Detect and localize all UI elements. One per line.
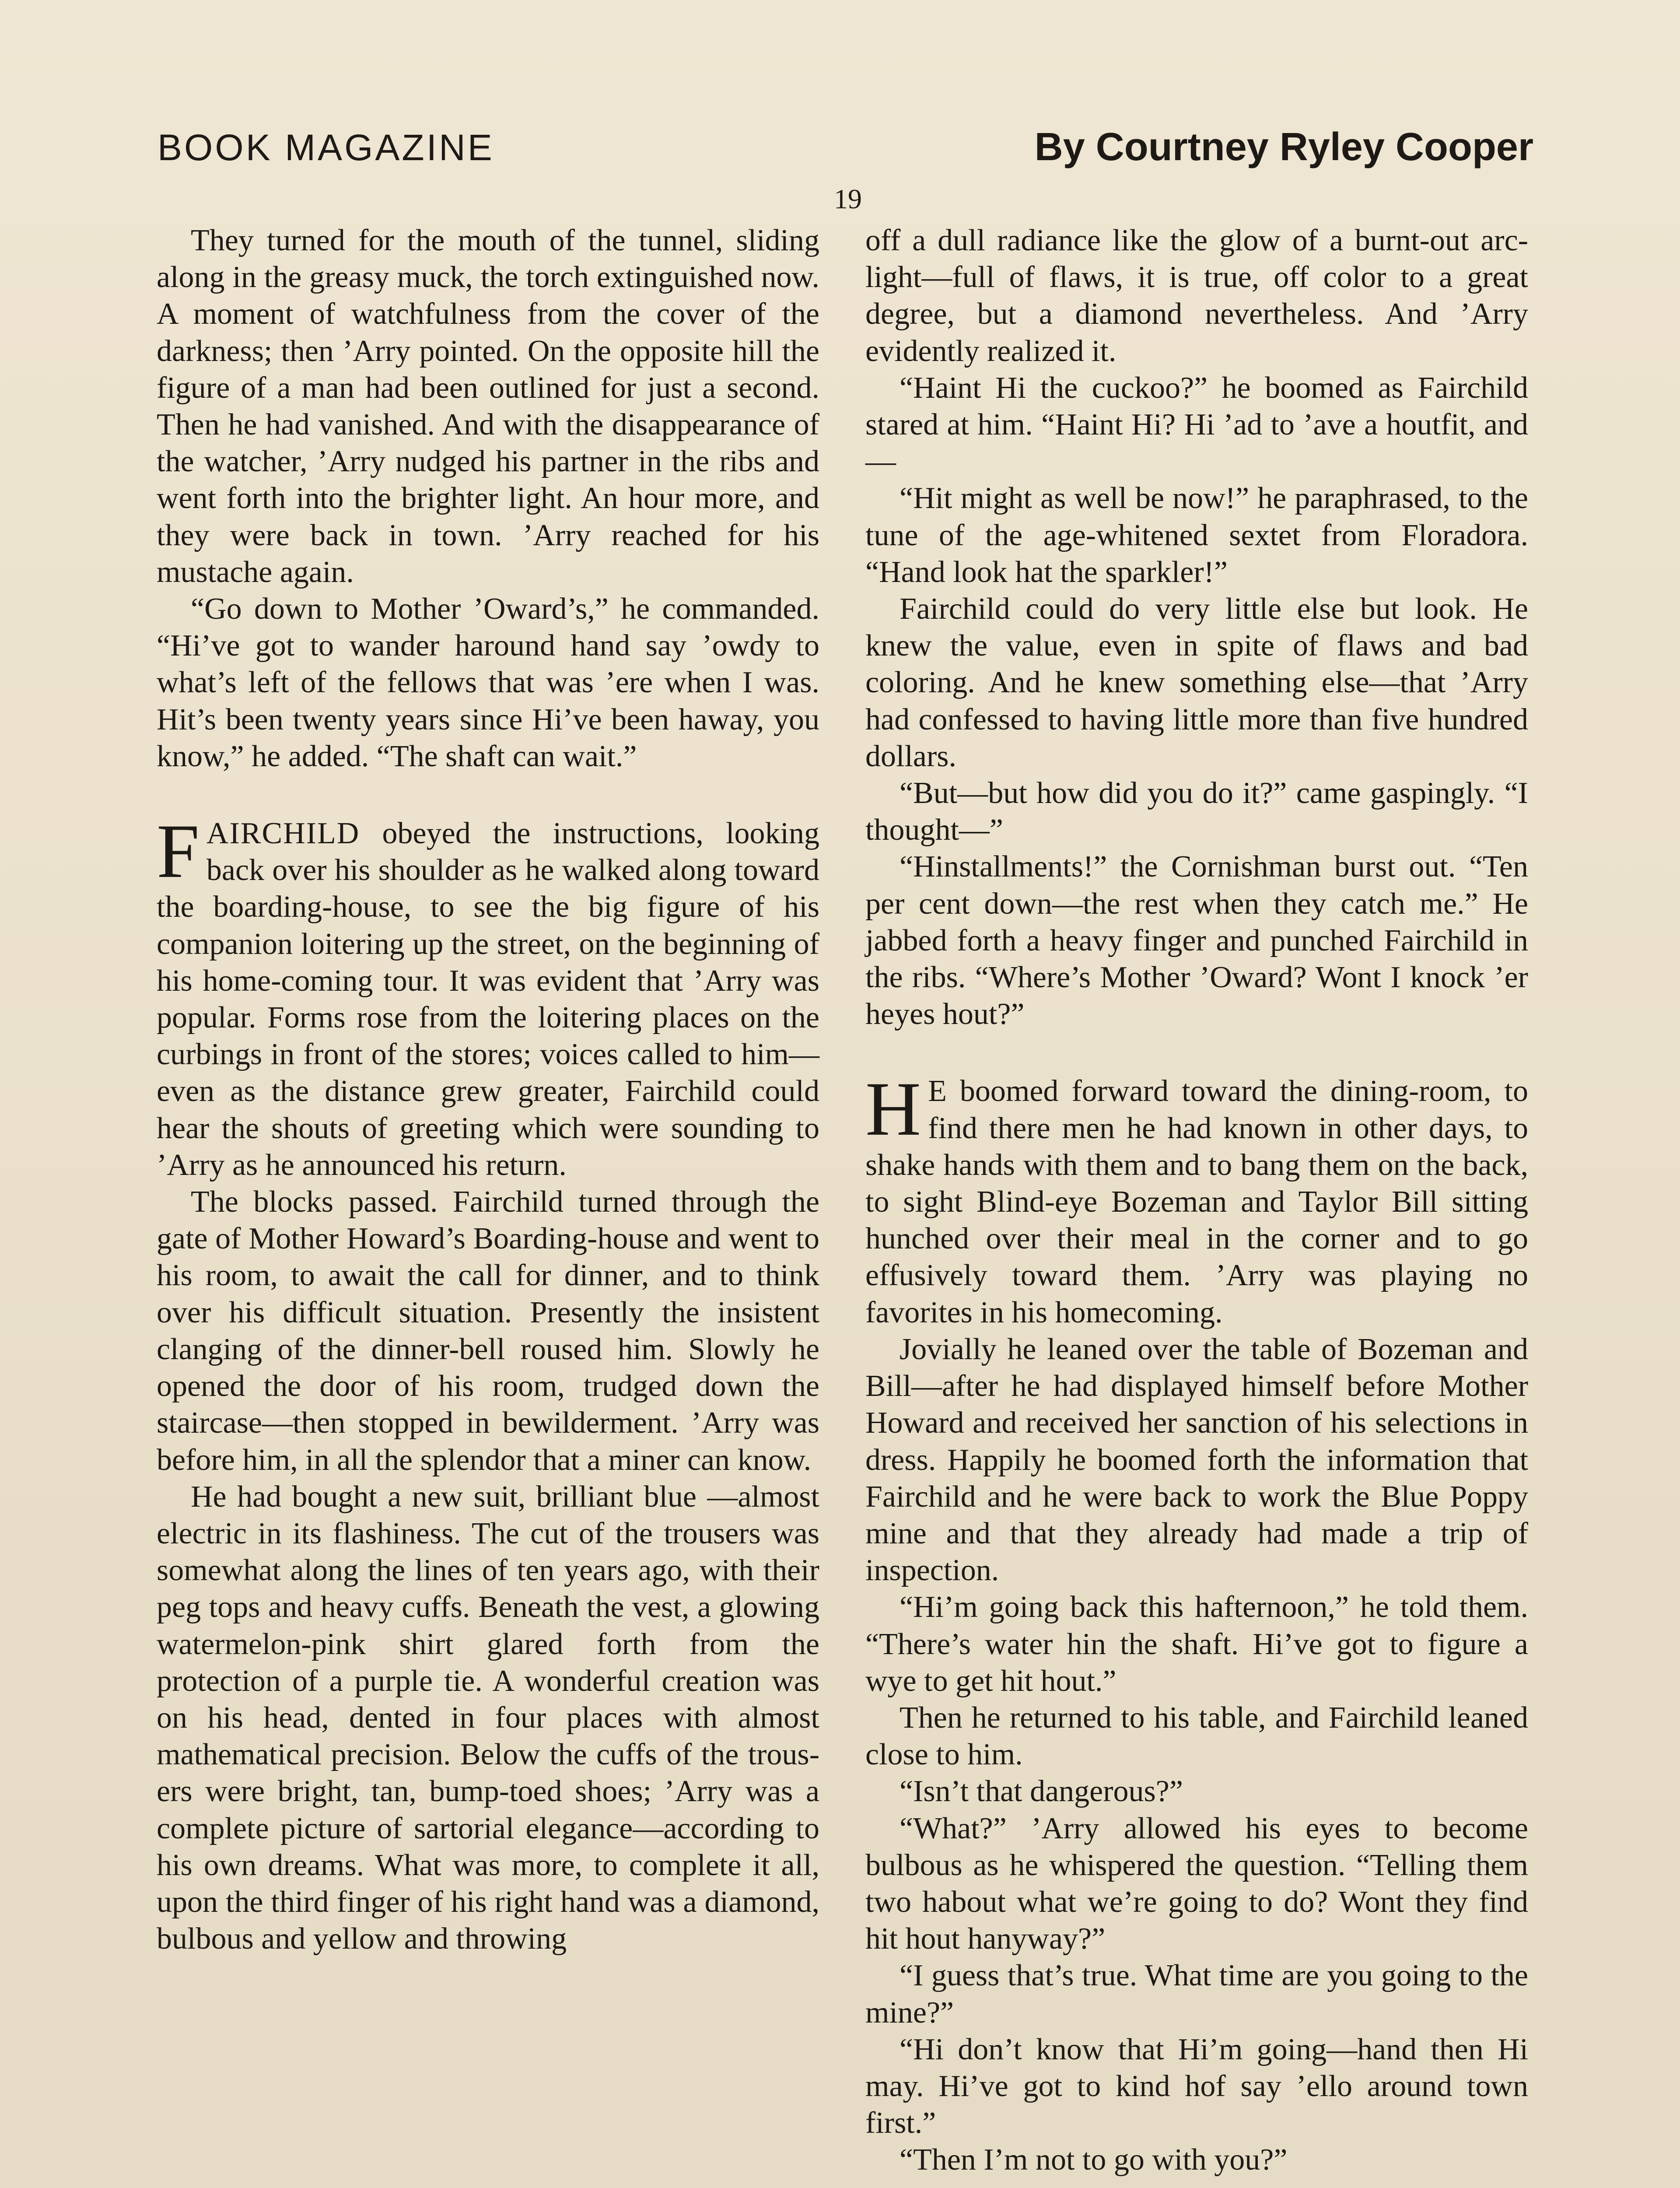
- paragraph: “But—but how did you do it?” came gaspingly. “I thought—”: [865, 776, 1528, 847]
- paragraph: The blocks passed. Fairchild turned through the gate of Mother Howard’s Boarding-house and went to his room, to await the call for dinner, and to think over his difficult situation. Presently the insistent clanging of the dinner-bell roused him. Slowly he opened the door of his room, trudged down the staircase—then stopped in bewilderment. ’Arry was before him, in all the splendor that a miner can know.: [157, 1185, 819, 1477]
- paragraph: “Go down to Mother ’Oward’s,” he commanded. “Hi’ve got to wander haround hand say ’owdy to what’s left of the fellows that was ’ere when I was. Hit’s been twenty years since Hi’ve been haway, you know,” he added. “The shaft can wait.”: [157, 592, 819, 773]
- section-paragraph: [157, 809, 819, 1184]
- page-number: 19: [834, 183, 862, 214]
- paragraph: “I guess that’s true. What time are you going to the mine?”: [865, 1959, 1528, 2030]
- paragraph: off a dull radiance like the glow of a burnt-out arc-light—full of flaws, it is true, off color to a great degree, but a diamond nevertheless. And ’Arry evidently realized it.: [865, 224, 1528, 368]
- paragraph: Fairchild could do very little else but look. He knew the value, even in spite of flaws and bad coloring. And he knew something else—that ’Arry had confessed to having little more than five hundred dollars.: [865, 592, 1528, 773]
- paragraph: “Hi don’t know that Hi’m going—hand then Hi may. Hi’ve got to kind hof say ’ello around town first.”: [865, 2032, 1528, 2140]
- paragraph: “Then I’m not to go with you?”: [900, 2143, 1288, 2177]
- paragraph: “Hit might as well be now!” he paraphrased, to the tune of the age-whitened sextet from Floradora. “Hand look hat the sparkler!”: [865, 481, 1528, 589]
- drop-cap: H: [865, 1066, 921, 1152]
- drop-cap: F: [157, 809, 200, 894]
- paragraph-text: obeyed the instructions, looking back over his shoulder as he walked along toward the boarding-house, to see the big figure of his companion loitering up the street, on the beginning of his home-coming tour. It was evident that ’Arry was popular. Forms rose from the loitering places on the curbings in front of the stores; voices called to him—even as the distance grew greater, Fairchild could hear the shouts of greeting which were sounding to ’Arry as he announced his return.: [157, 817, 819, 1182]
- paragraph: Then he returned to his table, and Fairchild leaned close to him.: [865, 1701, 1528, 1772]
- running-head: [158, 125, 1533, 177]
- paragraph: “Hinstallments!” the Cornishman burst out. “Ten per cent down—the rest when they catch me.” He jabbed forth a heavy finger and punched Fairchild in the ribs. “Where’s Mother ’Oward? Wont I knock ’er heyes hout?”: [865, 850, 1528, 1031]
- section-paragraph: [865, 1066, 1528, 1331]
- magazine-title: BOOK MAGAZINE: [158, 127, 494, 168]
- paragraph: Jovially he leaned over the table of Bozeman and Bill—after he had displayed himself before Mother Howard and received her sanction of his selections in dress. Happily he boomed forth the information that Fairchild and he were back to work the Blue Poppy mine and that they already had made a trip of inspection.: [865, 1332, 1528, 1588]
- paragraph-text: E boomed forward toward the dining-room, to find there men he had known in other days, to shake hands with them and to bang them on the back, to sight Blind-eye Bozeman and Taylor Bill sitting hunched over their meal in the corner and to go effusively toward them. ’Arry was playing no favorites in his homecoming.: [865, 1074, 1528, 1329]
- paragraph: “What?” ’Arry allowed his eyes to become bulbous as he whispered the question. “Telling them two habout what we’re going to do? Wont they find hit hout hanyway?”: [865, 1811, 1528, 1956]
- paragraph: “Hi’m going back this hafternoon,” he told them. “There’s water hin the shaft. Hi’ve got to figure a wye to get hit hout.”: [865, 1590, 1528, 1698]
- paragraph: “Haint Hi the cuckoo?” he boomed as Fairchild stared at him. “Haint Hi? Hi ’ad to ’ave a houtfit, and—: [865, 371, 1528, 479]
- paragraph: “Isn’t that dangerous?”: [900, 1774, 1183, 1809]
- author-byline: By Courtney Ryley Cooper: [1034, 125, 1533, 169]
- paragraph: They turned for the mouth of the tunnel, sliding along in the greasy muck, the torch extinguished now. A moment of watchfulness from the cover of the darkness; then ’Arry pointed. On the opposite hill the figure of a man had been outlined for just a second. Then he had vanished. And with the disappearance of the watcher, ’Arry nudged his partner in the ribs and went forth into the brighter light. An hour more, and they were back in town. ’Arry reached for his mustache again.: [157, 224, 819, 589]
- left-column: [157, 222, 819, 1957]
- lead-word: AIRCHILD: [206, 817, 360, 851]
- paragraph: He had bought a new suit, brilliant blue —almost electric in its flashiness. The cut of the trousers was somewhat along the lines of ten years ago, with their peg tops and heavy cuffs. Beneath the vest, a glowing watermelon-pink shirt glared forth from the protection of a purple tie. A wonderful creation was on his head, dented in four places with almost mathematical precision. Below the cuffs of the trousers were bright, tan, bump-toed shoes; ’Arry was a complete picture of sartorial elegance—according to his own dreams. What was more, to complete it all, upon the third finger of his right hand was a diamond, bulbous and yellow and throwing: [157, 1480, 819, 1956]
- right-column: [865, 222, 1528, 2179]
